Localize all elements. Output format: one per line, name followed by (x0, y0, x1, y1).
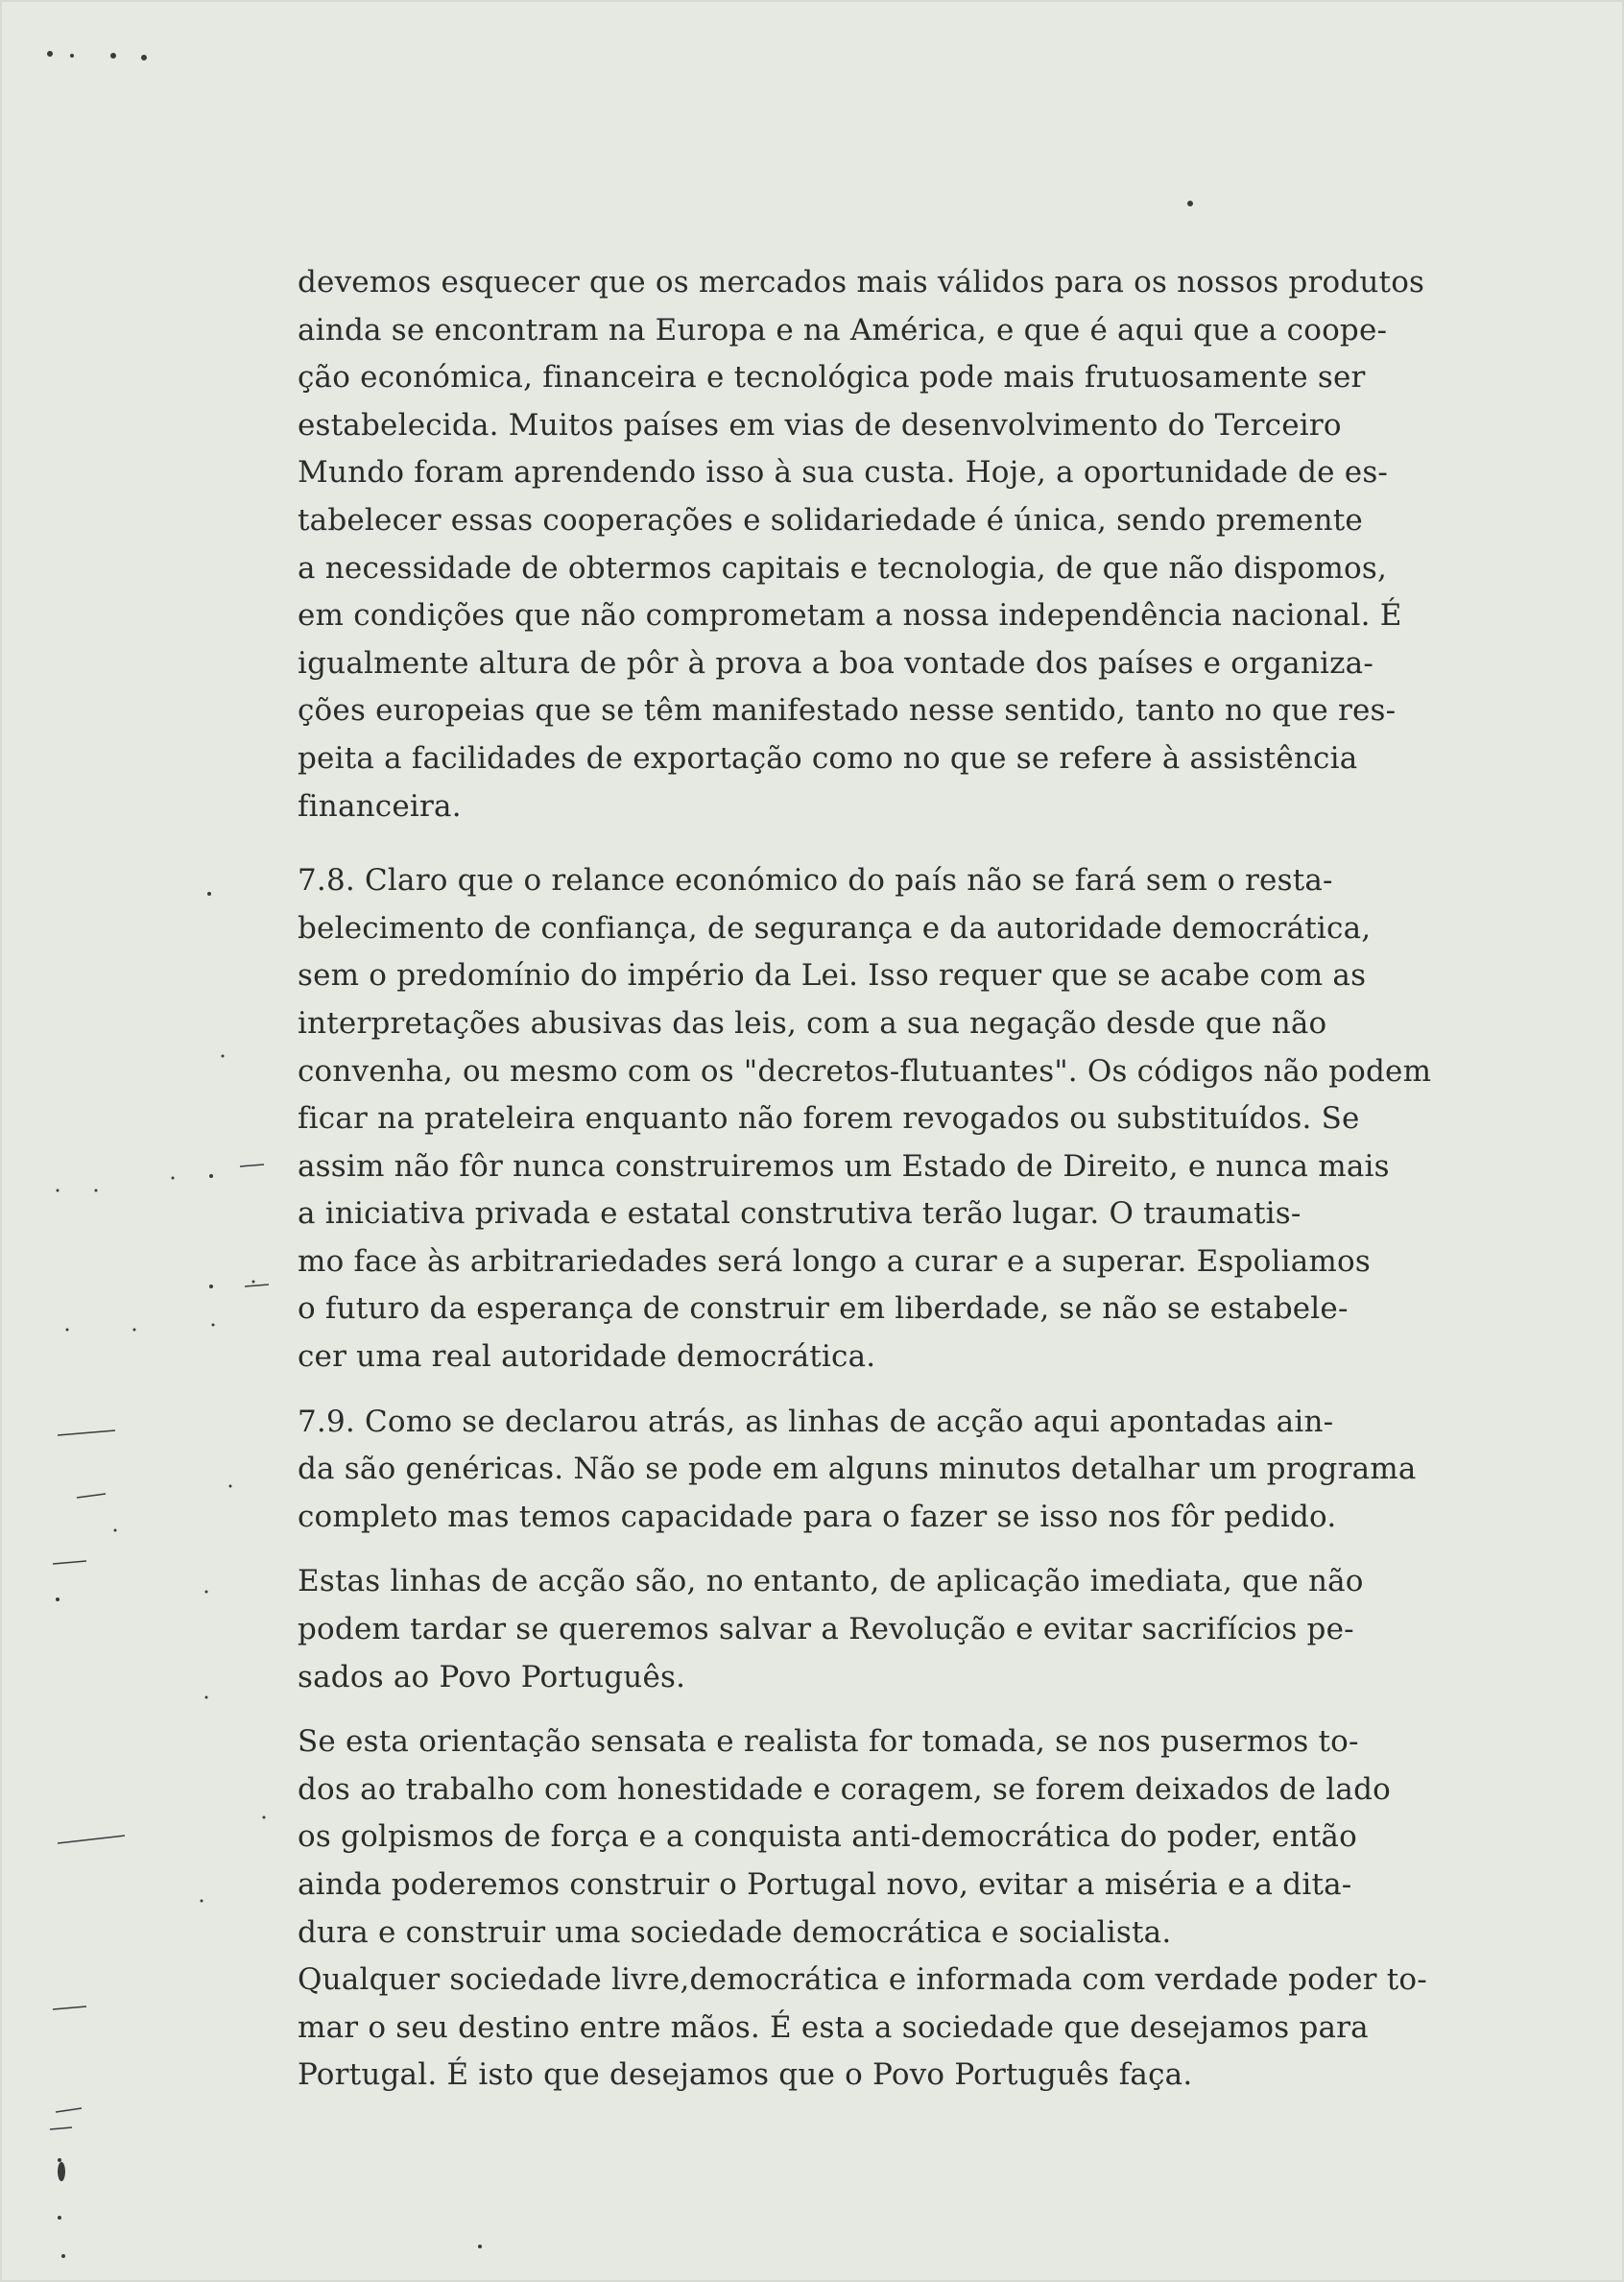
text-line: interpretações abusivas das leis, com a sua negação desde que não (298, 1005, 1327, 1041)
text-line: ainda poderemos construir o Portugal novo, evitar a miséria e a dita- (298, 1867, 1352, 1902)
text-line: igualmente altura de pôr à prova a boa vontade dos países e organiza- (298, 645, 1374, 681)
text-line: 7.9. Como se declarou atrás, as linhas de acção aqui apontadas ain- (298, 1404, 1334, 1439)
text-line: podem tardar se queremos salvar a Revolução e evitar sacrifícios pe- (298, 1612, 1354, 1647)
text-line: ficar na prateleira enquanto não forem revogados ou substituídos. Se (298, 1101, 1360, 1137)
text-line: dura e construir uma sociedade democrática e socialista. (298, 1914, 1172, 1950)
text-line: convenha, ou mesmo com os "decretos-flutuantes". Os códigos não podem (298, 1053, 1432, 1089)
text-line: sem o predomínio do império da Lei. Isso requer que se acabe com as (298, 958, 1367, 994)
text-line: mo face às arbitrariedades será longo a curar e a superar. Espoliamos (298, 1243, 1371, 1279)
text-line: ções europeias que se têm manifestado nesse sentido, tanto no que res- (298, 693, 1397, 729)
text-line: estabelecida. Muitos países em vias de desenvolvimento do Terceiro (298, 407, 1342, 443)
text-line: Portugal. É isto que desejamos que o Povo Português faça. (298, 2057, 1193, 2093)
text-line: tabelecer essas cooperações e solidariedade é única, sendo premente (298, 502, 1363, 538)
text-line: peita a facilidades de exportação como no que se refere à assistência (298, 740, 1358, 776)
text-line: dos ao trabalho com honestidade e coragem, se forem deixados de lado (298, 1771, 1391, 1807)
paragraph-orientation (298, 1718, 1421, 1957)
text-line: a iniciativa privada e estatal construtiva terão lugar. O traumatis- (298, 1196, 1302, 1232)
text-line: ção económica, financeira e tecnológica pode mais frutuosamente ser (298, 360, 1366, 396)
text-line: da são genéricas. Não se pode em alguns minutos detalhar um programa (298, 1452, 1417, 1487)
text-line: em condições que não comprometam a nossa independência nacional. É (298, 598, 1402, 634)
paragraph-7-9 (298, 1399, 1421, 1542)
text-line: 7.8. Claro que o relance económico do país não se fará sem o resta- (298, 863, 1333, 899)
paragraph-7-8 (298, 857, 1432, 1381)
paragraph-conclusion (298, 1957, 1427, 2100)
text-line: Se esta orientação sensata e realista for tomada, se nos pusermos to- (298, 1724, 1359, 1760)
text-line: assim não fôr nunca construiremos um Estado de Direito, e nunca mais (298, 1148, 1390, 1184)
text-line: Estas linhas de acção são, no entanto, de aplicação imediata, que não (298, 1564, 1364, 1599)
text-line: o futuro da esperança de construir em liberdade, se não se estabele- (298, 1291, 1349, 1327)
text-line: devemos esquecer que os mercados mais válidos para os nossos produtos (298, 265, 1425, 300)
text-line: a necessidade de obtermos capitais e tecnologia, de que não dispomos, (298, 550, 1388, 586)
document-body (298, 259, 1432, 2100)
text-line: belecimento de confiança, de segurança e da autoridade democrática, (298, 910, 1372, 946)
text-line: mar o seu destino entre mãos. É esta a sociedade que desejamos para (298, 2009, 1369, 2045)
text-line: sados ao Povo Português. (298, 1659, 686, 1694)
text-line: cer uma real autoridade democrática. (298, 1339, 876, 1375)
paragraph-closing-intro (298, 259, 1425, 830)
text-line: Qualquer sociedade livre,democrática e informada com verdade poder to- (298, 1962, 1427, 1998)
text-line: completo mas temos capacidade para o fazer se isso nos fôr pedido. (298, 1499, 1337, 1534)
text-line: financeira. (298, 788, 462, 824)
text-line: ainda se encontram na Europa e na América, e que é aqui que a coope- (298, 312, 1388, 348)
paragraph-action-lines (298, 1558, 1421, 1701)
text-line: Mundo foram aprendendo isso à sua custa. Hoje, a oportunidade de es- (298, 455, 1389, 491)
text-line: os golpismos de força e a conquista anti-democrática do poder, então (298, 1819, 1357, 1855)
